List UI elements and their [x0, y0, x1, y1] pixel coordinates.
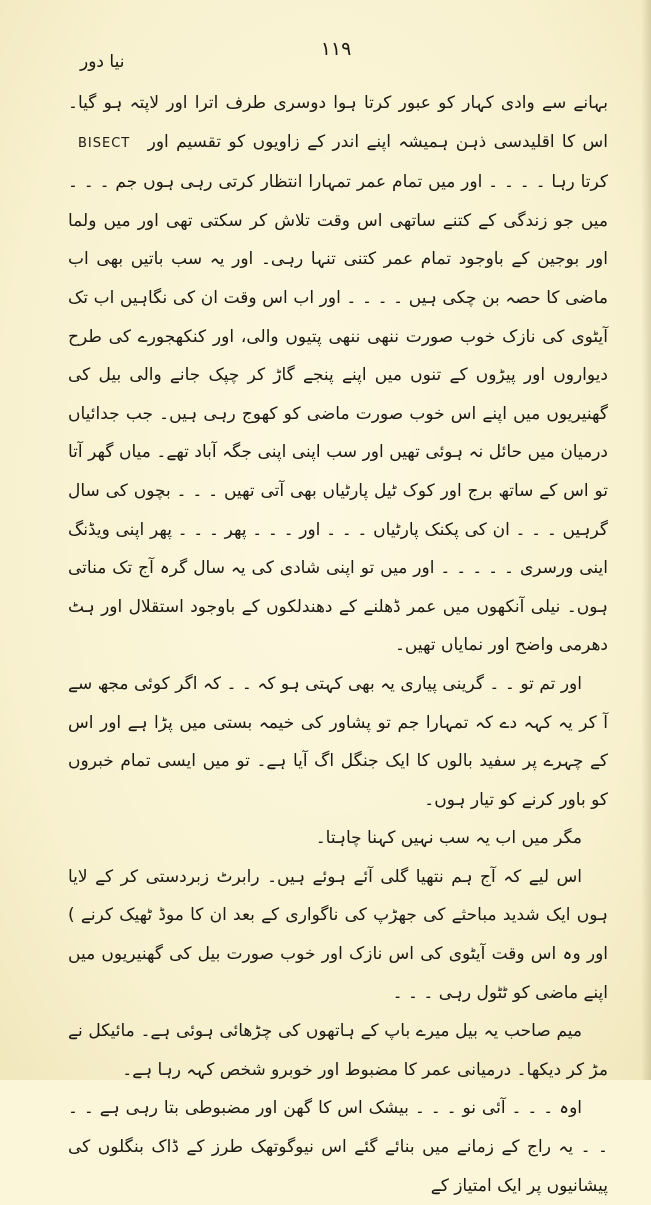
paragraph-1-part-b: کرتا رہا ۔ ۔ ۔ ۔ اور میں تمام عمر تمہارا انتظار کرتی رہی ہوں جم ۔ ۔ ۔ میں جو زندگی کے کتنے ساتھی اس وقت تلاش کر سکتی تھی اور میں ولما اور بوجین کے باوجود تمام عمر کتنی تنہا رہی۔ اور یہ سب باتیں بھی اب ماضی کا حصہ بن چکی ہیں ۔ ۔ ۔ ۔ اور اب اس وقت ان کی نگاہیں اب تک آیٹوی کی نازک خوب صورت ننھی ننھی پتیوں والی، اور کنکھجورے کی طرح دیواروں اور پیڑوں کے تنوں میں اپنے پنجے گاڑ کر چپک جانے والی بیل کی گھنیریوں میں اپنے اس خوب صورت ماضی کو کھوج رہی ہیں۔ جب جدائیاں درمیان میں حائل نہ ہوئی تھیں اور سب اپنی اپنی جگہ آباد تھے۔ میاں گھر آتا تو اس کے ساتھ برج اور کوک ٹیل پارٹیاں بھی آتی تھیں ۔ ۔ ۔ بچوں کی سال گرہیں ۔ ۔ ۔ ان کی پکنک پارٹیاں ۔ ۔ ۔ اور ۔ ۔ ۔ پھر ۔ ۔ ۔ پھر اپنی ویڈنگ اینی ورسری ۔ ۔ ۔ ۔ ۔ اور میں تو اپنی شادی کی یہ سال گرہ آج تک مناتی ہوں۔ نیلی آنکھوں میں عمر ڈھلنے کے دھندلکوں کے باوجود استقلال اور ہٹ دھرمی واضح اور نمایاں تھیں۔ [68, 172, 608, 656]
paragraph-1-part-a: بہانے سے وادی کہار کو عبور کرتا ہوا دوسری طرف اترا اور لاپتہ ہو گیا۔ اس کا اقلیدسی ذہن ہمیشہ اپنے اندر کے زاویوں کو تقسیم اور [68, 93, 609, 152]
english-term-bisect: BISECT [78, 135, 131, 151]
running-title: نیا دور [80, 52, 125, 72]
paragraph-6: اوہ ۔ ۔ ۔ آئی نو ۔ ۔ ۔ بیشک اس کا گھن اور مضبوطی بتا رہی ہے ۔ ۔ ۔ ۔ یہ راج کے زمانے میں بنائے گئے اس نیوگوتھک طرز کے ڈاک بنگلوں کی پیشانیوں پر ایک امتیاز کے [68, 1098, 608, 1196]
page-body [68, 84, 608, 1205]
page-header [80, 38, 592, 70]
paragraph-5: میم صاحب یہ بیل میرے باپ کے ہاتھوں کی چڑھائی ہوئی ہے۔ مائیکل نے مڑ کر دیکھا۔ درمیانی عمر کا مضبوط اور خوبرو شخص کہہ رہا ہے۔ [68, 1021, 608, 1080]
paragraph-1 [68, 84, 608, 665]
paragraph-3: مگر میں اب یہ سب نہیں کہنا چاہتا۔ [315, 828, 582, 849]
paragraph-4: اس لیے کہ آج ہم نتھیا گلی آئے ہوئے ہیں۔ رابرٹ زبردستی کر کے لایا ہوں ایک شدید مباحثے کی جھڑپ کی ناگواری کے بعد ان کا موڈ ٹھیک کرنے ) اور وہ اس وقت آیٹوی کی اس نازک اور خوب صورت بیل کی گھنیریوں میں اپنے ماضی کو ٹٹول رہی ۔ ۔ ۔ [68, 866, 608, 1003]
paragraph-2: اور تم تو ۔ ۔ گرینی پیاری یہ بھی کہتی ہو کہ ۔ ۔ کہ اگر کوئی مجھ سے آ کر یہ کہہ دے کہ تمہارا جم تو پشاور کی خیمہ بستی میں پڑا ہے اور اس کے چہرے پر سفید بالوں کا ایک جنگل اگ آیا ہے۔ تو میں ایسی تمام خبروں کو باور کرنے کو تیار ہوں۔ [68, 673, 608, 810]
page-number: ۱۱۹ [320, 38, 352, 60]
